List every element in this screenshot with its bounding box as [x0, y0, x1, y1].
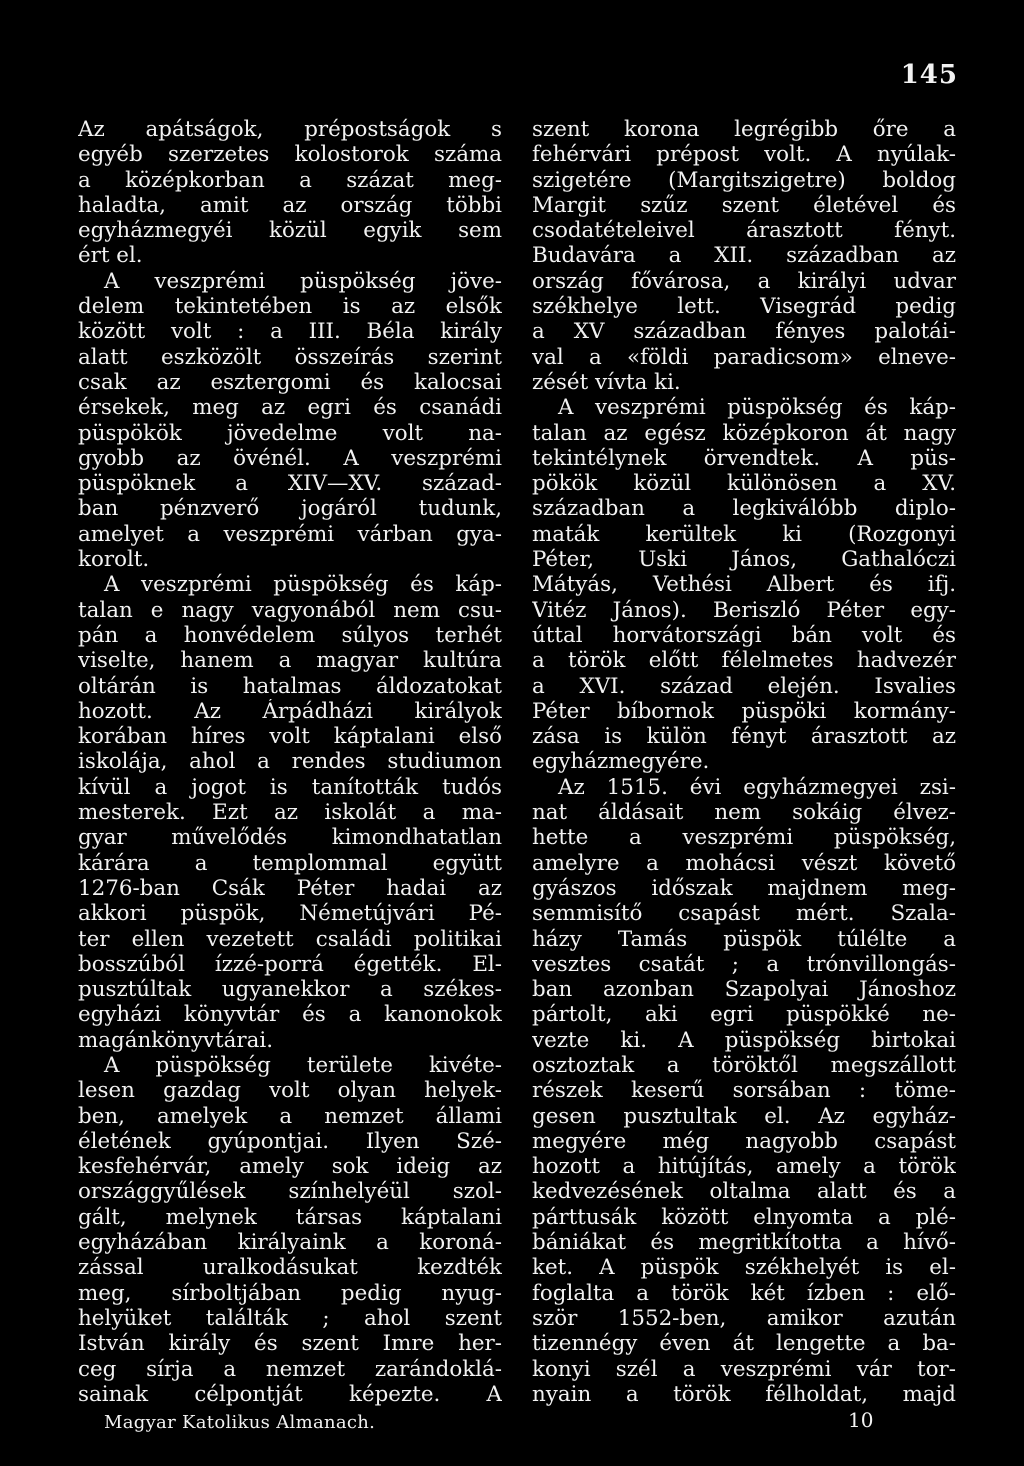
text-line: a XVI. század elején. Isvalies — [532, 673, 956, 699]
text-line: érsekek, meg az egri és csanádi — [78, 395, 502, 421]
text-line: században a legkiválóbb diplo- — [532, 496, 956, 522]
text-line: gyászos időszak majdnem meg- — [532, 875, 956, 901]
text-line: Mátyás, Vethési Albert és ifj. — [532, 572, 956, 598]
text-line: amelyre a mohácsi vészt követő — [532, 850, 956, 876]
text-line: osztoztak a töröktől megszállott — [532, 1052, 956, 1078]
text-line: szent korona legrégibb őre a — [532, 117, 956, 142]
text-line: ért el. — [78, 243, 143, 269]
text-line: a középkorban a százat meg- — [78, 167, 502, 193]
text-line: Vitéz János). Beriszló Péter egy- — [532, 597, 956, 623]
text-line: ben, amelyek a nemzet állami — [78, 1103, 502, 1129]
text-line: Péter, Uski János, Gathalóczi — [532, 547, 956, 573]
text-line: nyain a török félholdat, majd — [532, 1381, 956, 1407]
text-line: kárára a templommal együtt — [78, 850, 502, 876]
text-line: pártolt, aki egri püspökké ne- — [532, 1002, 956, 1028]
footer-publication-title: Magyar Katolikus Almanach. — [104, 1412, 376, 1433]
text-line: között volt : a III. Béla király — [78, 319, 502, 345]
text-line: Az apátságok, prépostságok s — [78, 117, 502, 142]
text-line: pán a honvédelem súlyos terhét — [78, 622, 502, 648]
text-line: Budavára a XII. században az — [532, 243, 956, 269]
text-line: meg, sírboltjában pedig nyug- — [78, 1280, 502, 1306]
text-line: semmisítő csapást mért. Szala- — [532, 901, 956, 927]
text-line: akkori püspök, Németújvári Pé- — [78, 901, 502, 927]
text-line: ceg sírja a nemzet zarándoklá- — [78, 1356, 502, 1382]
text-line: ban azonban Szapolyai Jánoshoz — [532, 977, 956, 1003]
text-line: alatt eszközölt összeírás szerint — [78, 344, 502, 370]
text-line: hozott. Az Árpádházi királyok — [78, 698, 502, 724]
text-line: viselte, hanem a magyar kultúra — [78, 648, 502, 674]
right-text-column — [532, 117, 956, 1407]
text-line: püspöknek a XIV—XV. század- — [78, 471, 502, 497]
text-line: hozott a hitújítás, amely a török — [532, 1154, 956, 1180]
text-line: csodatételeivel árasztott fényt. — [532, 218, 956, 244]
text-line: konyi szél a veszprémi vár tor- — [532, 1356, 956, 1382]
text-line: gesen pusztultak el. Az egyház- — [532, 1103, 956, 1129]
text-line: úttal horvátországi bán volt és — [532, 622, 956, 648]
text-line: haladta, amit az ország többi — [78, 192, 502, 218]
text-line: mesterek. Ezt az iskolát a ma- — [78, 800, 502, 826]
text-line: foglalta a török két ízben : elő- — [532, 1280, 956, 1306]
text-line: ország fővárosa, a királyi udvar — [532, 268, 956, 294]
text-line: életének gyúpontjai. Ilyen Szé- — [78, 1128, 502, 1154]
text-line: talan e nagy vagyonából nem csu- — [78, 597, 502, 623]
text-line: vezte ki. A püspökség birtokai — [532, 1027, 956, 1053]
text-line: hette a veszprémi püspökség, — [532, 825, 956, 851]
text-line: kedvezésének oltalma alatt és a — [532, 1179, 956, 1205]
text-line: 1276-ban Csák Péter hadai az — [78, 875, 502, 901]
text-line: pusztúltak ugyanekkor a székes- — [78, 977, 502, 1003]
text-line: lesen gazdag volt olyan helyek- — [78, 1078, 502, 1104]
text-line: talan az egész középkoron át nagy — [532, 420, 956, 446]
text-line: csak az esztergomi és kalocsai — [78, 369, 502, 395]
text-line: tekintélynek örvendtek. A püs- — [532, 445, 956, 471]
text-line: ban pénzverő jogáról tudunk, — [78, 496, 502, 522]
text-line: egyéb szerzetes kolostorok száma — [78, 142, 502, 168]
text-line: gyar művelődés kimondhatatlan — [78, 825, 502, 851]
text-line: kesfehérvár, amely sok ideig az — [78, 1154, 502, 1180]
text-line: tizennégy éven át lengette a ba- — [532, 1331, 956, 1357]
text-line: ter ellen vezetett családi politikai — [78, 926, 502, 952]
text-line: A veszprémi püspökség jöve- — [104, 268, 502, 294]
text-line: maták kerültek ki (Rozgonyi — [532, 521, 956, 547]
text-line: A veszprémi püspökség és káp- — [558, 395, 956, 421]
text-line: magánkönyvtárai. — [78, 1027, 274, 1053]
text-line: megyére még nagyobb csapást — [532, 1128, 956, 1154]
text-line: bosszúból ízzé-porrá égették. El- — [78, 951, 502, 977]
text-line: korolt. — [78, 547, 150, 573]
text-line: házy Tamás püspök túlélte a — [532, 926, 956, 952]
text-line: egyházmegyéi közül egyik sem — [78, 218, 502, 244]
text-line: István király és szent Imre her- — [78, 1331, 502, 1357]
text-line: Péter bíbornok püspöki kormány- — [532, 698, 956, 724]
text-line: ször 1552-ben, amikor azután — [532, 1305, 956, 1331]
text-line: gyobb az övénél. A veszprémi — [78, 445, 502, 471]
footer-signature-mark: 10 — [848, 1408, 874, 1432]
text-line: helyüket találták ; ahol szent — [78, 1305, 502, 1331]
text-line: országgyűlések színhelyéül szol- — [78, 1179, 502, 1205]
text-line: ket. A püspök székhelyét is el- — [532, 1255, 956, 1281]
text-line: párttusák között elnyomta a plé- — [532, 1204, 956, 1230]
text-line: zása is külön fényt árasztott az — [532, 724, 956, 750]
text-line: a török előtt félelmetes hadvezér — [532, 648, 956, 674]
text-line: egyházában királyaink a koroná- — [78, 1230, 502, 1256]
text-line: püspökök jövedelme volt na- — [78, 420, 502, 446]
text-line: Margit szűz szent életével és — [532, 192, 956, 218]
text-line: egyházmegyére. — [532, 749, 710, 775]
text-line: bániákat és megritkította a hívő- — [532, 1230, 956, 1256]
text-line: székhelye lett. Visegrád pedig — [532, 294, 956, 320]
text-line: fehérvári prépost volt. A nyúlak- — [532, 142, 956, 168]
text-line: nat áldásait nem sokáig élvez- — [532, 800, 956, 826]
text-line: amelyet a veszprémi várban gya- — [78, 521, 502, 547]
text-line: gált, melynek társas káptalani — [78, 1204, 502, 1230]
text-line: korában híres volt káptalani első — [78, 724, 502, 750]
text-line: A püspökség területe kivéte- — [104, 1052, 502, 1078]
text-line: egyházi könyvtár és a kanonokok — [78, 1002, 502, 1028]
text-line: A veszprémi püspökség és káp- — [104, 572, 502, 598]
page-number: 145 — [900, 60, 958, 90]
text-line: részek keserű sorsában : töme- — [532, 1078, 956, 1104]
text-line: val a «földi paradicsom» elneve- — [532, 344, 956, 370]
left-text-column — [78, 117, 502, 1407]
text-line: sainak célpontját képezte. A — [78, 1381, 502, 1407]
text-line: oltárán is hatalmas áldozatokat — [78, 673, 502, 699]
text-line: pökök közül különösen a XV. — [532, 471, 956, 497]
text-line: delem tekintetében is az elsők — [78, 294, 502, 320]
text-line: vesztes csatát ; a trónvillongás- — [532, 951, 956, 977]
text-line: a XV században fényes palotái- — [532, 319, 956, 345]
text-line: kívül a jogot is tanították tudós — [78, 774, 502, 800]
text-line: Az 1515. évi egyházmegyei zsi- — [558, 774, 956, 800]
text-line: zással uralkodásukat kezdték — [78, 1255, 502, 1281]
text-line: szigetére (Margitszigetre) boldog — [532, 167, 956, 193]
text-line: zését vívta ki. — [532, 369, 681, 395]
text-line: iskolája, ahol a rendes studiumon — [78, 749, 502, 775]
